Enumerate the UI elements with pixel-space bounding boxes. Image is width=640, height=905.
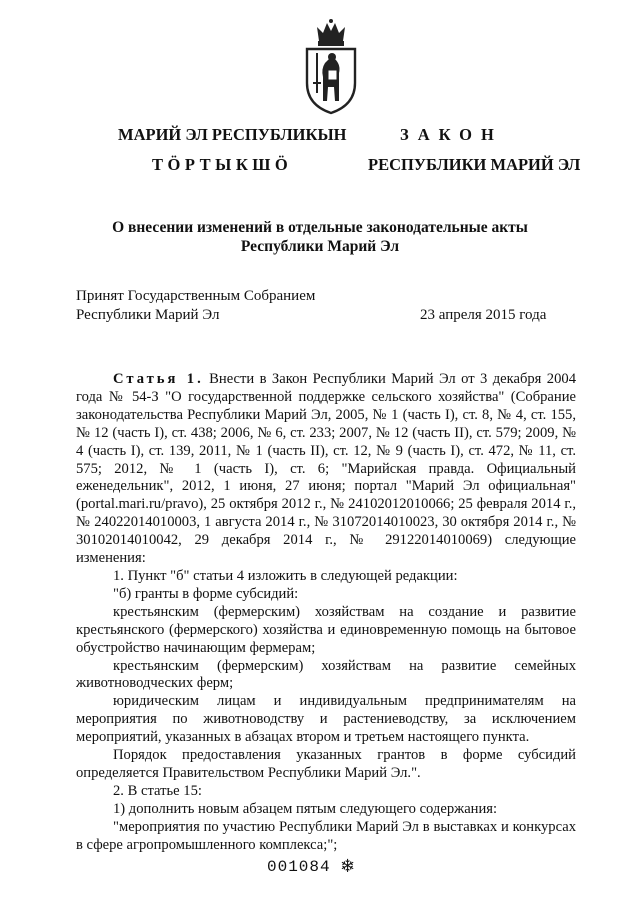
snowflake-icon: ❄ <box>340 856 356 877</box>
law-body <box>76 371 576 854</box>
header-law-right: ЗАКОН <box>400 125 503 144</box>
paragraph: юридическим лицам и индивидуальным предпринимателям на мероприятия по животноводству и растениеводству, за исключением мероприятий, указанных в абзацах втором и третьем настоящего пункта. <box>76 693 576 746</box>
paragraph: 2. В статье 15: <box>113 782 202 799</box>
header-law-left: ТӦРТЫКШӦ <box>152 155 293 174</box>
coat-of-arms-icon <box>301 17 361 117</box>
adopted-line1: Принят Государственным Собранием <box>76 288 316 304</box>
paragraph: 1) дополнить новым абзацем пятым следующего содержания: <box>113 800 498 817</box>
paragraph-text: Внести в Закон Республики Марий Эл от 3 декабря 2004 года № 54-З "О государственной поддержке сельского хозяйства" (Собрание законодательства Республики Марий Эл, 2005, № 1 (часть I), ст. 8, № 4, ст. 155, № 12 (часть I), ст. 438; 2006, № 6, ст. 233; 2007, № 12 (часть II), ст. 579; 2009, № 4 (часть I), ст. 139, 2011, № 1 (часть II), ст. 12, № 9 (часть I), ст. 472, № 11, ст. 575; 2012, № 1 (часть I), ст. 6; "Марийская правда. Официальный еженедельник", 2012, 1 июня, 27 июня; портал "Марий Эл официальная" (portal.mari.ru/pravo), 25 октября 2012 г., № 24102012010066; 25 февраля 2014 г., № 24022014010003, 1 августа 2014 г., № 31072014010023, 30 октября 2014 г., № 30102014010042, 29 декабря 2014 г., № 29122014010069) следующие изменения: <box>76 371 576 567</box>
header-republic-left: МАРИЙ ЭЛ РЕСПУБЛИКЫН <box>118 125 347 144</box>
adopted-by <box>76 287 315 325</box>
document-title-line2: Республики Марий Эл <box>240 238 400 255</box>
paragraph <box>76 371 576 568</box>
paragraph: крестьянским (фермерским) хозяйствам на создание и развитие крестьянского (фермерского) хозяйства и единовременную помощь на бытовое обустройство начинающим фермерам; <box>76 603 576 656</box>
paragraph: Порядок предоставления указанных грантов в форме субсидий определяется Правительством Республики Марий Эл.". <box>76 747 576 781</box>
document-title-line1: О внесении изменений в отдельные законодательные акты <box>112 219 528 236</box>
paragraph: "мероприятия по участию Республики Марий Эл в выставках и конкурсах в сфере агропромышленного комплекса;"; <box>76 818 576 853</box>
document-number: 001084 <box>267 858 331 876</box>
adopted-line2: Республики Марий Эл <box>76 307 220 323</box>
paragraph: крестьянским (фермерским) хозяйствам на развитие семейных животноводческих ферм; <box>76 657 576 692</box>
paragraph: "б) гранты в форме субсидий: <box>113 585 299 602</box>
article-label: Статья 1. <box>113 371 204 387</box>
paragraph: 1. Пункт "б" статьи 4 изложить в следующей редакции: <box>113 567 458 584</box>
adopted-date: 23 апреля 2015 года <box>420 307 547 323</box>
header-republic-right: РЕСПУБЛИКИ МАРИЙ ЭЛ <box>368 155 581 174</box>
